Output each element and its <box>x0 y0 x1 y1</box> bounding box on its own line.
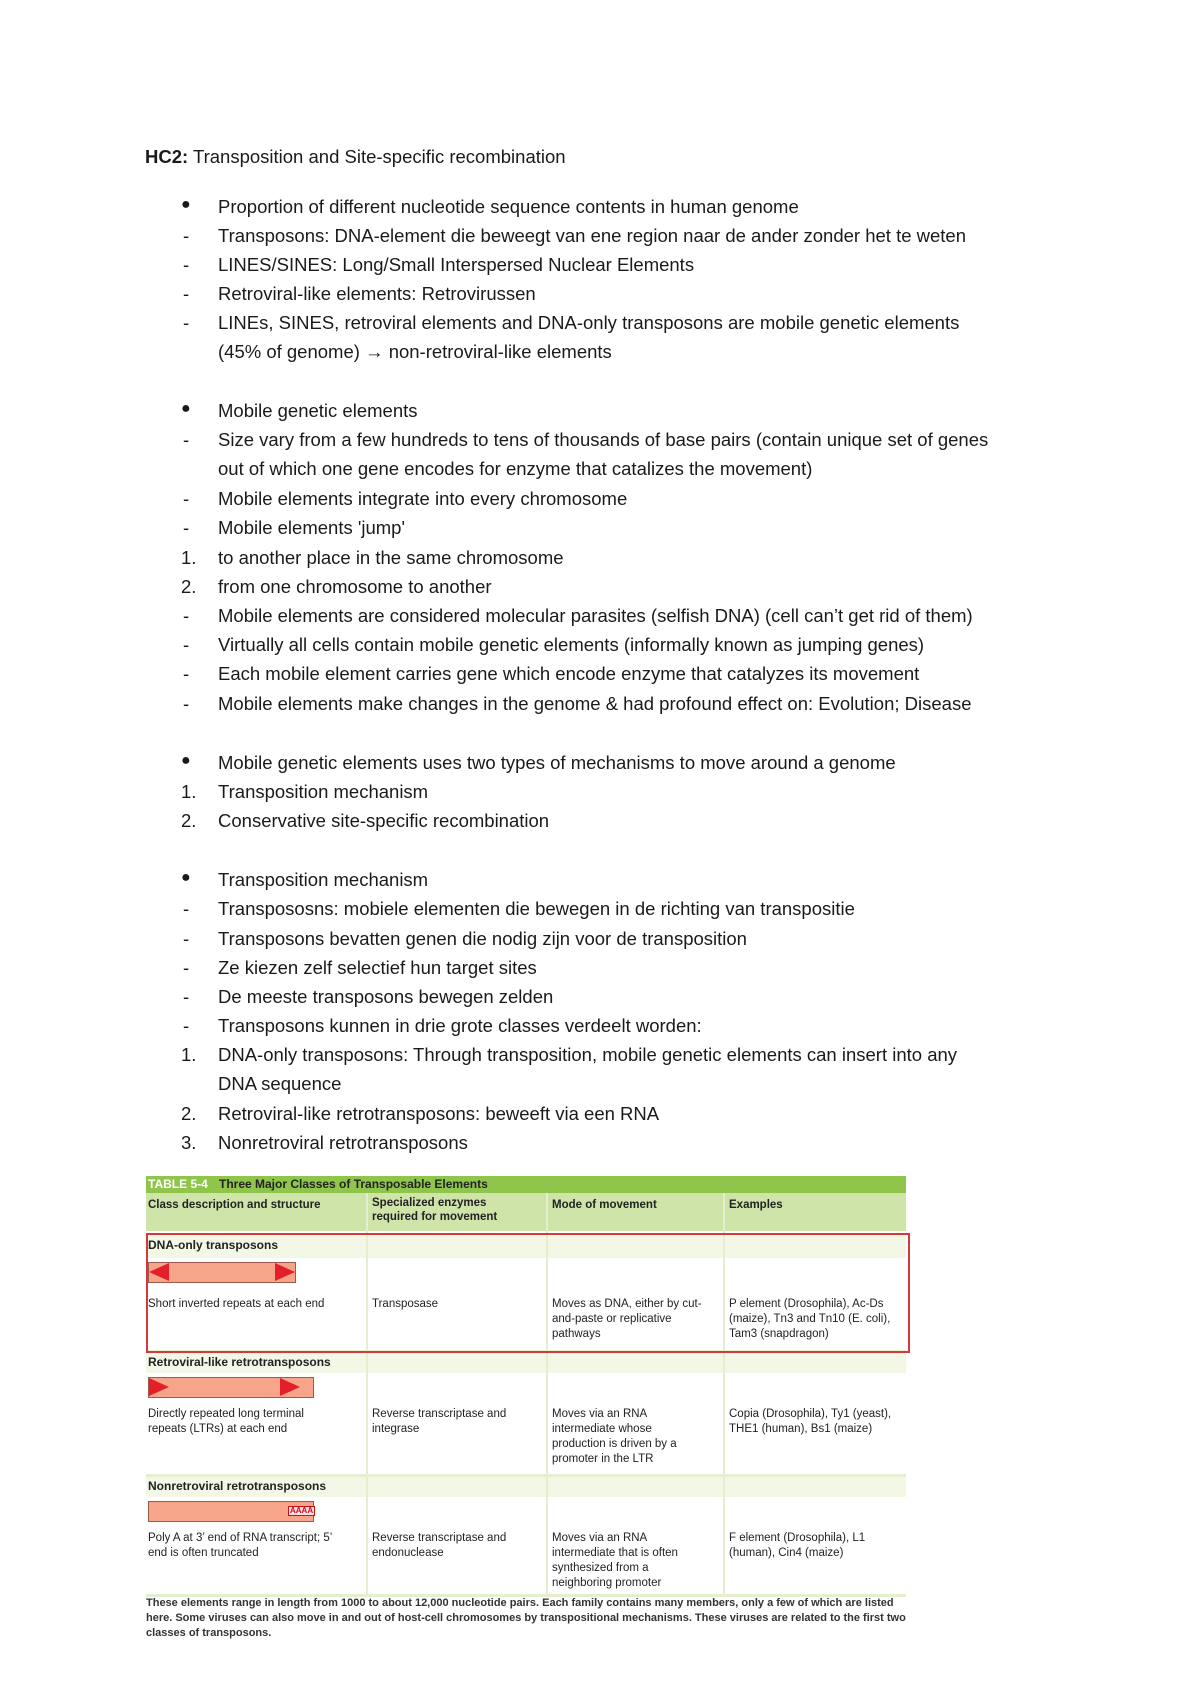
line-text: Transposons bevatten genen die nodig zijn voor de transposition <box>218 928 747 949</box>
list-marker: 2. <box>181 1103 197 1124</box>
list-marker: 2. <box>181 576 197 597</box>
enzymes-cell: Reverse transcriptase and endonuclease <box>372 1532 507 1559</box>
list-marker: - <box>183 663 190 684</box>
line-text: De meeste transposons bewegen zelden <box>218 986 554 1007</box>
table-caption <box>146 1176 906 1193</box>
line-text: Retroviral-like elements: Retrovirussen <box>218 283 536 304</box>
mode-cell: Moves as DNA, either by cut-and-paste or replicative pathways <box>552 1298 702 1340</box>
bullet-icon: ● <box>181 196 191 213</box>
line-text: Virtually all cells contain mobile genetic elements (informally known as jumping genes) <box>218 634 925 655</box>
table-row <box>146 1373 906 1475</box>
line-text: Nonretroviral retrotransposons <box>218 1132 468 1153</box>
line-text: (45% of genome) → non-retroviral-like elements <box>218 341 612 362</box>
list-marker: 2. <box>181 810 197 831</box>
line-text: DNA sequence <box>218 1073 342 1094</box>
structure-cell: Poly A at 3’ end of RNA transcript; 5’ end is often truncated <box>148 1532 332 1559</box>
list-marker: - <box>183 898 190 919</box>
structure-cell: Short inverted repeats at each end <box>148 1298 325 1310</box>
list-marker: - <box>183 488 190 509</box>
list-marker: - <box>183 928 190 949</box>
list-marker: 3. <box>181 1132 197 1153</box>
list-marker: - <box>183 986 190 1007</box>
line-text: LINEs, SINES, retroviral elements and DNA-only transposons are mobile genetic elements <box>218 312 960 333</box>
section-nonretroviral <box>146 1477 906 1497</box>
list-marker: - <box>183 1015 190 1036</box>
title-prefix: HC2: <box>145 146 189 167</box>
line-text: Mobile elements make changes in the genome & had profound effect on: Evolution; Disease <box>218 693 972 714</box>
list-marker: - <box>183 254 190 275</box>
enzymes-cell: Reverse transcriptase and integrase <box>372 1408 507 1435</box>
header-examples: Examples <box>729 1199 783 1211</box>
line-text: to another place in the same chromosome <box>218 547 564 568</box>
list-marker: - <box>183 517 190 538</box>
header-enzymes: Specialized enzymes required for movement <box>372 1197 498 1223</box>
line-text: Conservative site-specific recombination <box>218 810 550 831</box>
line-text: Size vary from a few hundreds to tens of thousands of base pairs (contain unique set of genes <box>218 429 989 450</box>
list-marker: 1. <box>181 781 197 802</box>
bullet-icon: ● <box>181 869 191 886</box>
table-caption-tag: TABLE 5-4 <box>148 1177 208 1191</box>
section-retroviral-like <box>146 1353 906 1373</box>
highlight-box <box>146 1233 910 1353</box>
examples-cell: P element (Drosophila), Ac-Ds (maize), Tn3 and Tn10 (E. coli), Tam3 (snapdragon) <box>729 1298 891 1340</box>
section-label: DNA-only transposons <box>148 1238 279 1252</box>
bullet-icon: ● <box>181 400 191 417</box>
examples-cell: Copia (Drosophila), Ty1 (yeast), THE1 (human), Bs1 (maize) <box>729 1408 892 1435</box>
table-caption-title: Three Major Classes of Transposable Elements <box>219 1177 488 1191</box>
line-text: Transposition mechanism <box>218 781 429 802</box>
line-text: Each mobile element carries gene which encode enzyme that catalyzes its movement <box>218 663 920 684</box>
section-label: Retroviral-like retrotransposons <box>148 1355 331 1369</box>
line-text: Mobile elements are considered molecular parasites (selfish DNA) (cell can’t get rid of them) <box>218 605 973 626</box>
transposable-elements-table <box>146 1176 906 1642</box>
mode-cell: Moves via an RNA intermediate that is often synthesized from a neighboring promoter <box>552 1532 678 1589</box>
list-marker: 1. <box>181 1044 197 1065</box>
list-marker: - <box>183 283 190 304</box>
row-divider <box>146 1474 906 1477</box>
list-marker: - <box>183 634 190 655</box>
page-title <box>145 146 566 168</box>
ltr-left-icon <box>149 1378 169 1396</box>
line-text: DNA-only transposons: Through transposition, mobile genetic elements can insert into any <box>218 1044 958 1065</box>
section-label: Nonretroviral retrotransposons <box>148 1479 327 1493</box>
list-marker: - <box>183 225 190 246</box>
line-text: Ze kiezen zelf selectief hun target sites <box>218 957 537 978</box>
list-marker: - <box>183 429 190 450</box>
enzymes-cell: Transposase <box>372 1298 439 1310</box>
header-class: Class description and structure <box>148 1199 321 1211</box>
bullet-icon: ● <box>181 752 191 769</box>
list-marker: - <box>183 693 190 714</box>
line-text: from one chromosome to another <box>218 576 492 597</box>
line-text: Transposition mechanism <box>218 869 429 890</box>
ltr-right-icon <box>280 1378 300 1396</box>
line-text: out of which one gene encodes for enzyme that catalizes the movement) <box>218 458 813 479</box>
mode-cell: Moves via an RNA intermediate whose production is driven by a promoter in the LTR <box>552 1408 677 1465</box>
list-marker: - <box>183 957 190 978</box>
line-text: Mobile genetic elements <box>218 400 418 421</box>
header-mode: Mode of movement <box>552 1199 657 1211</box>
list-marker: - <box>183 605 190 626</box>
line-text: Transposons: DNA-element die beweegt van ene region naar de ander zonder het te weten <box>218 225 967 246</box>
list-marker: - <box>183 312 190 333</box>
title-text: Transposition and Site-specific recombination <box>188 146 566 167</box>
line-text: Transpososns: mobiele elementen die bewegen in de richting van transpositie <box>218 898 855 919</box>
table-footnote: These elements range in length from 1000 to about 12,000 nucleotide pairs. Each family contains many members, only a few of which are listed here. Some viruses can also move in and out of host-cell chromosomes by transpositional mechanisms. These viruses are related to the first two classes of transposons. <box>146 1597 906 1639</box>
line-text: Mobile elements 'jump' <box>218 517 406 538</box>
structure-cell: Directly repeated long terminal repeats (LTRs) at each end <box>148 1408 304 1435</box>
table-row <box>146 1497 906 1594</box>
line-text: Proportion of different nucleotide sequence contents in human genome <box>218 196 799 217</box>
polya-tail-label: AAAA <box>290 1506 314 1515</box>
line-text: Retroviral-like retrotransposons: beweeft via een RNA <box>218 1103 660 1124</box>
examples-cell: F element (Drosophila), L1 (human), Cin4 (maize) <box>729 1532 866 1559</box>
line-text: LINES/SINES: Long/Small Interspersed Nuclear Elements <box>218 254 695 275</box>
line-text: Mobile genetic elements uses two types of mechanisms to move around a genome <box>218 752 896 773</box>
table-header <box>146 1193 906 1231</box>
line-text: Transposons kunnen in drie grote classes verdeelt worden: <box>218 1015 702 1036</box>
list-marker: 1. <box>181 547 197 568</box>
line-text: Mobile elements integrate into every chromosome <box>218 488 628 509</box>
